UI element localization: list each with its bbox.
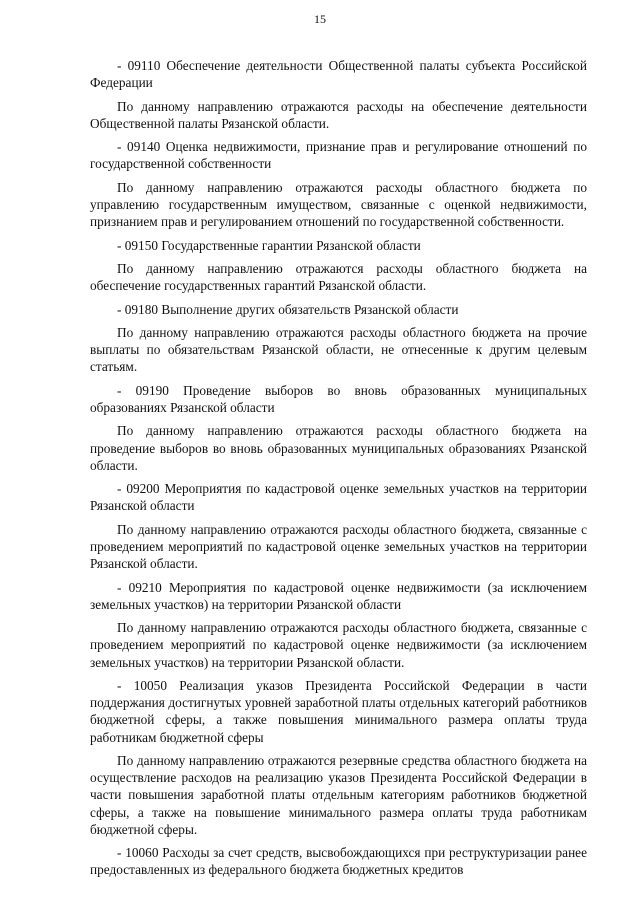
section-heading-09210: - 09210 Мероприятия по кадастровой оценке недвижимости (за исключением земельных участков) на территории Рязанской области <box>90 579 587 612</box>
section-heading-09190: - 09190 Проведение выборов во вновь образованных муниципальных образованиях Рязанской области <box>90 382 587 415</box>
paragraph-09140-description: По данному направлению отражаются расходы областного бюджета по управлению государственным имуществом, связанные с оценкой недвижимости, признанием прав и регулированием отношений по государственной собственности. <box>90 179 587 230</box>
page-number: 15 <box>314 12 326 26</box>
paragraph-09150-description: По данному направлению отражаются расходы областного бюджета на обеспечение государственных гарантий Рязанской области. <box>90 260 587 294</box>
paragraph-09200-description: По данному направлению отражаются расходы областного бюджета, связанные с проведением мероприятий по кадастровой оценке земельных участков на территории Рязанской области. <box>90 521 587 572</box>
document-body <box>90 57 587 885</box>
section-heading-09140: - 09140 Оценка недвижимости, признание прав и регулирование отношений по государственной собственности <box>90 139 587 172</box>
section-heading-10050: - 10050 Реализация указов Президента Российской Федерации в части поддержания достигнутых уровней заработной платы отдельных категорий работников бюджетной сферы, а также повышения минимального размера оплаты труда работникам бюджетной сферы <box>90 677 587 745</box>
section-heading-10060: - 10060 Расходы за счет средств, высвобождающихся при реструктуризации ранее предоставленных из федерального бюджета бюджетных кредитов <box>90 845 587 878</box>
section-heading-09110: - 09110 Обеспечение деятельности Общественной палаты субъекта Российской Федерации <box>90 58 587 91</box>
paragraph-10050-description: По данному направлению отражаются резервные средства областного бюджета на осуществление расходов на реализацию указов Президента Российской Федерации в части повышения заработной платы отдельным категориям работников бюджетной сферы, а также на повышение минимального размера оплаты труда работникам бюджетной сферы. <box>90 752 587 837</box>
paragraph-09190-description: По данному направлению отражаются расходы областного бюджета на проведение выборов во вновь образованных муниципальных образованиях Рязанской области. <box>90 423 587 473</box>
paragraph-09210-description: По данному направлению отражаются расходы областного бюджета, связанные с проведением мероприятий по кадастровой оценке недвижимости (за исключением земельных участков) на территории Рязанской области. <box>90 620 587 670</box>
section-heading-09150: - 09150 Государственные гарантии Рязанской области <box>117 237 421 253</box>
section-heading-09180: - 09180 Выполнение других обязательств Рязанской области <box>117 301 459 317</box>
section-heading-09200: - 09200 Мероприятия по кадастровой оценке земельных участков на территории Рязанской области <box>90 481 587 514</box>
paragraph-09110-description: По данному направлению отражаются расходы на обеспечение деятельности Общественной палаты Рязанской области. <box>90 98 587 131</box>
paragraph-09180-description: По данному направлению отражаются расходы областного бюджета на прочие выплаты по обязательствам Рязанской области, не отнесенные к другим целевым статьям. <box>90 324 587 375</box>
